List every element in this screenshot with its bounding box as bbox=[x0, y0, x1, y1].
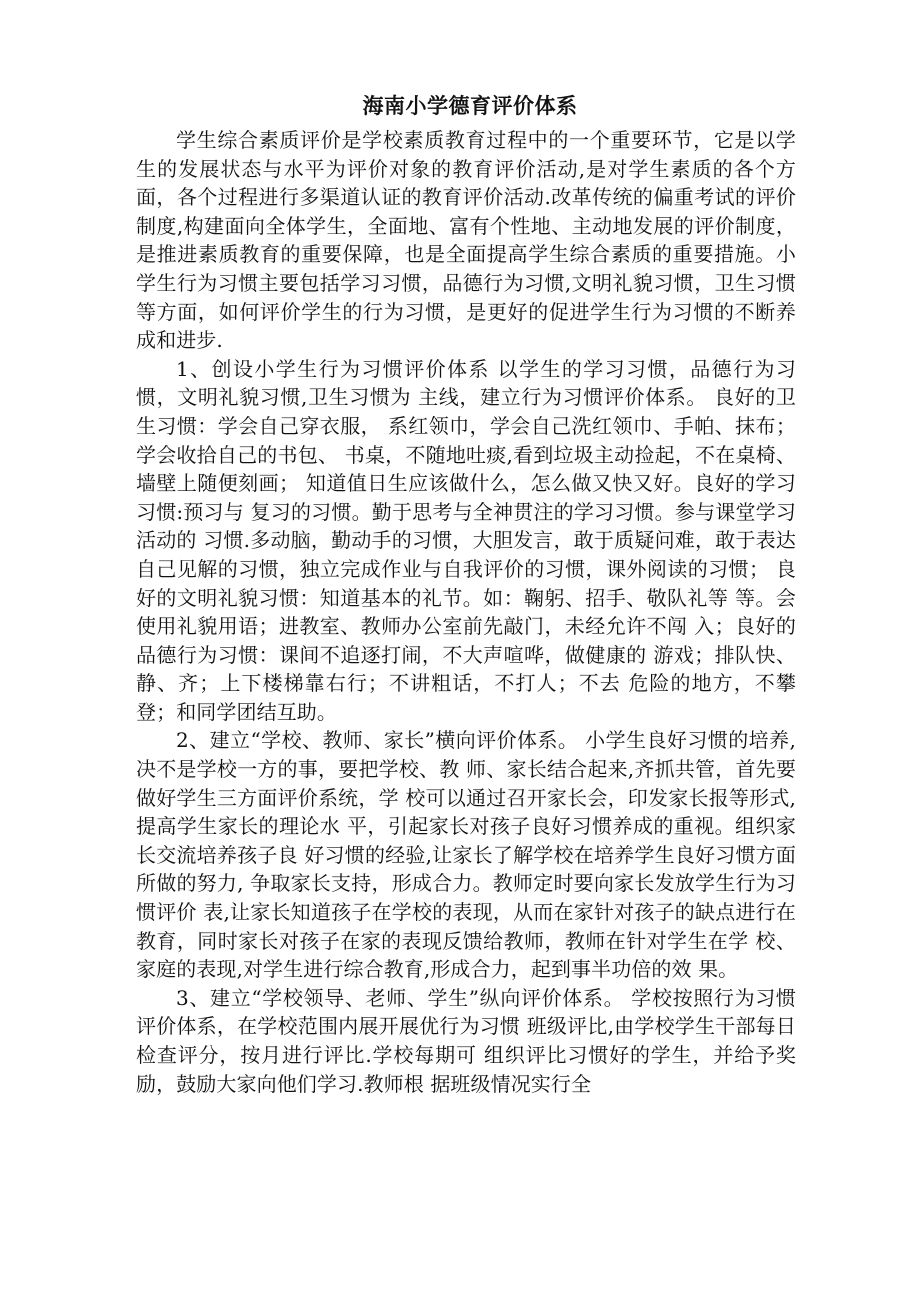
intro-paragraph: 学生综合素质评价是学校素质教育过程中的一个重要环节，它是以学生的发展状态与水平为评价对象的教育评价活动,是对学生素质的各个方面，各个过程进行多渠道认证的教育评价活动.改革传统的偏重考试的评价制度,构建面向全体学生，全面地、富有个性地、主动地发展的评价制度，是推进素质教育的重要保障，也是全面提高学生综合素质的重要措施。小学生行为习惯主要包括学习习惯，品德行为习惯,文明礼貌习惯，卫生习惯等方面，如何评价学生的行为习惯，是更好的促进学生行为习惯的不断养成和进步. bbox=[136, 128, 796, 353]
section-2-paragraph: 2、建立“学校、教师、家长”横向评价体系。 小学生良好习惯的培养,决不是学校一方的事，要把学校、教 师、家长结合起来,齐抓共管，首先要做好学生三方面评价系统，学 校可以通过召开家长会，印发家长报等形式,提高学生家长的理论水 平，引起家长对孩子良好习惯养成的重视。组织家长交流培养孩子良 好习惯的经验,让家长了解学校在培养学生良好习惯方面所做的努力, 争取家长支持，形成合力。教师定时要向家长发放学生行为习惯评价 表,让家长知道孩子在学校的表现，从而在家针对孩子的缺点进行在 教育，同时家长对孩子在家的表现反馈给教师，教师在针对学生在学 校、家庭的表现,对学生进行综合教育,形成合力，起到事半功倍的效 果。 bbox=[136, 728, 796, 982]
section-3-paragraph: 3、建立“学校领导、老师、学生”纵向评价体系。 学校按照行为习惯评价体系，在学校范围内展开展优行为习惯 班级评比,由学校学生干部每日检查评分，按月进行评比.学校每期可 组织评比习惯好的学生，并给予奖励，鼓励大家向他们学习.教师根 据班级情况实行全 bbox=[136, 985, 796, 1096]
section-1-paragraph: 1、创设小学生行为习惯评价体系 以学生的学习习惯，品德行为习惯，文明礼貌习惯,卫生习惯为 主线，建立行为习惯评价体系。 良好的卫生习惯：学会自己穿衣服， 系红领巾，学会自己洗红领巾、手帕、抹布；学会收拾自己的书包、 书桌，不随地吐痰,看到垃圾主动捡起，不在桌椅、墙壁上随便刻画； 知道值日生应该做什么，怎么做又快又好。良好的学习习惯:预习与 复习的习惯。勤于思考与全神贯注的学习习惯。参与课堂学习活动的 习惯.多动脑，勤动手的习惯，大胆发言，敢于质疑问难，敢于表达 自己见解的习惯，独立完成作业与自我评价的习惯，课外阅读的习惯； 良好的文明礼貌习惯：知道基本的礼节。如：鞠躬、招手、敬队礼等 等。会使用礼貌用语；进教室、教师办公室前先敲门，未经允许不闯 入；良好的品德行为习惯：课间不追逐打闹，不大声喧哗，做健康的 游戏；排队快、静、齐；上下楼梯靠右行；不讲粗话，不打人；不去 危险的地方，不攀登；和同学团结互助。 bbox=[136, 356, 796, 724]
document-title: 海南小学德育评价体系 bbox=[362, 94, 578, 118]
document-page bbox=[136, 88, 796, 1098]
